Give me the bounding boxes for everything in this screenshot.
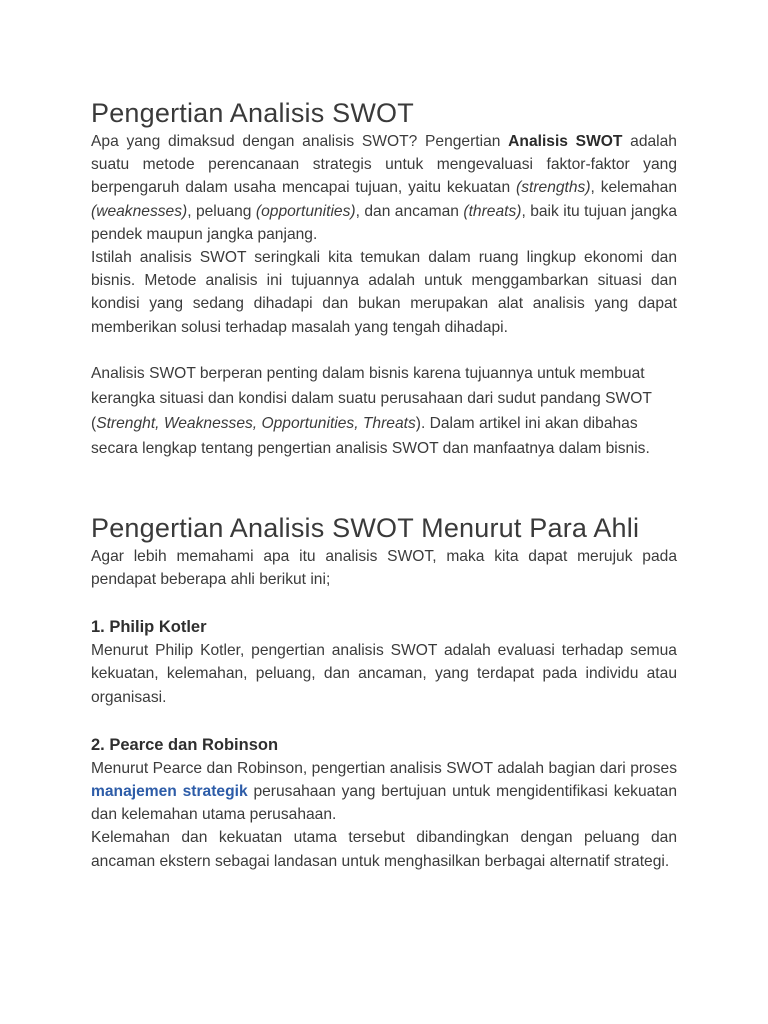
text-span: , baik itu tujuan jangka pendek maupun jangka panjang. [91,202,678,243]
italic-term: (strengths) [516,179,591,197]
text-span: , peluang [187,202,256,220]
text-span: perusahaan yang bertujuan untuk mengidentifikasi kekuatan dan kelemahan utama perusahaan. [91,783,677,824]
italic-term: (weaknesses) [91,202,188,220]
paragraph-swot-role [91,361,677,461]
manajemen-strategik-link[interactable]: manajemen strategik [91,783,248,801]
section-title-experts: Pengertian Analisis SWOT Menurut Para Ahli [91,512,640,543]
text-span: ). Dalam artikel ini akan dibahas secara lengkap tentang pengertian analisis SWOT dan manfaatnya dalam bisnis. [91,414,650,457]
italic-term: (opportunities) [255,202,356,220]
text-span: Apa yang dimaksud dengan analisis SWOT? Pengertian [91,133,509,150]
expert-heading-kotler: 1. Philip Kotler [91,618,207,637]
paragraph-kotler: Menurut Philip Kotler, pengertian analisis SWOT adalah evaluasi terhadap semua kekuatan, kelemahan, peluang, dan ancaman, yang terdapat pada individu atau organisasi. [91,642,677,706]
italic-term: Strenght, Weaknesses, Opportunities, Threats [96,414,416,432]
paragraph-pearce-robinson [91,757,677,827]
section-title-swot: Pengertian Analisis SWOT [91,98,414,128]
italic-term: (threats) [463,202,522,220]
paragraph-swot-scope: Istilah analisis SWOT seringkali kita temukan dalam ruang lingkup ekonomi dan bisnis. Metode analisis ini tujuannya adalah untuk menggambarkan situasi dan kondisi yang sedang dihadapi dan bukan merupakan alat analisis yang dapat memberikan solusi terhadap masalah yang tengah dihadapi. [91,249,677,336]
text-span: , dan ancaman [355,202,464,220]
text-span: Menurut Pearce dan Robinson, pengertian analisis SWOT adalah bagian dari proses [91,759,677,777]
paragraph-swot-definition [91,130,677,246]
text-span: , kelemahan [590,179,677,197]
text-span: adalah suatu metode perencanaan strategis untuk mengevaluasi faktor-faktor yang berpengaruh dalam usaha mencapai tujuan, yaitu kekuatan [91,133,677,197]
paragraph-experts-intro: Agar lebih memahami apa itu analisis SWOT, maka kita dapat merujuk pada pendapat beberapa ahli berikut ini; [91,547,677,589]
bold-term: Analisis SWOT [508,133,623,150]
paragraph-pearce-robinson-2: Kelemahan dan kekuatan utama tersebut dibandingkan dengan peluang dan ancaman ekstern sebagai landasan untuk menghasilkan berbagai alternatif strategi. [91,829,677,870]
article-body [91,96,677,873]
text-span: Analisis SWOT berperan penting dalam bisnis karena tujuannya untuk membuat kerangka situasi dan kondisi dalam suatu perusahaan dari sudut pandang SWOT ( [91,364,652,432]
expert-heading-pearce-robinson: 2. Pearce dan Robinson [91,735,279,754]
